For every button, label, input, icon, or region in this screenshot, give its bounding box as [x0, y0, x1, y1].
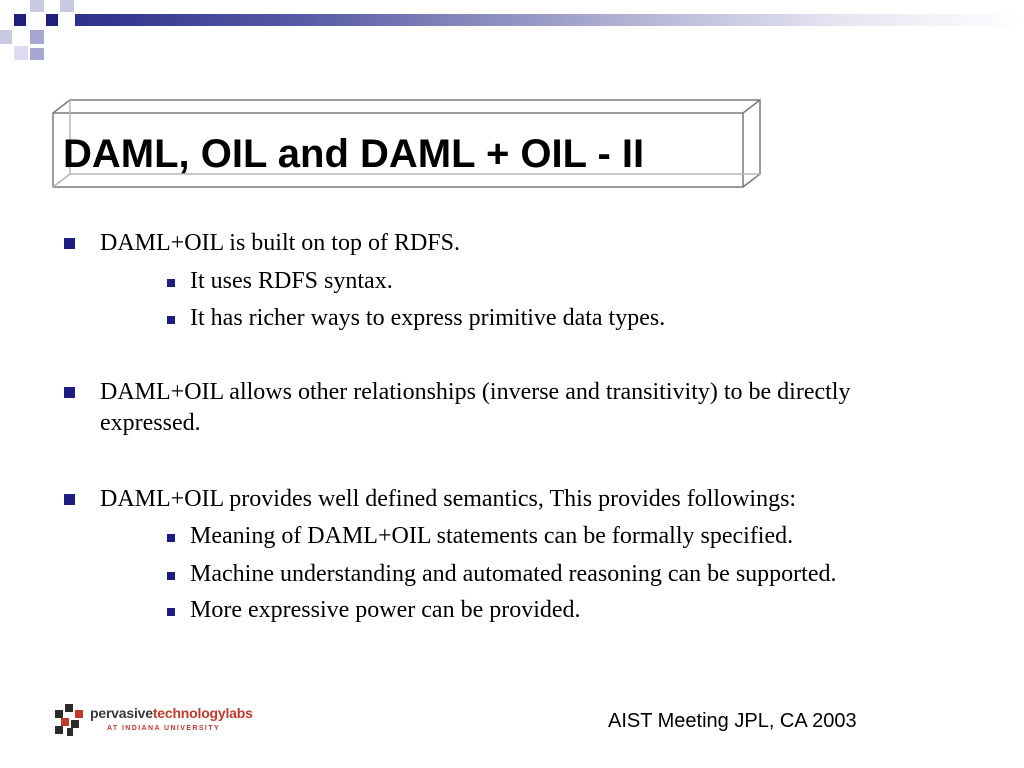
decor-square [14, 46, 28, 60]
sub-bullet-square-icon [167, 608, 175, 616]
sub-bullet-text: Meaning of DAML+OIL statements can be formally specified. [190, 523, 794, 549]
decor-square [30, 30, 44, 44]
logo-wordmark [90, 704, 253, 722]
logo-word-part2: technologylabs [152, 705, 253, 721]
sub-bullet-square-icon [167, 534, 175, 542]
pervasive-technology-labs-logo [55, 704, 253, 738]
decor-square [0, 30, 12, 44]
sub-bullet-text: It has richer ways to express primitive data types. [190, 305, 666, 331]
logo-subtitle: AT INDIANA UNIVERSITY [107, 725, 221, 732]
decor-square [46, 14, 58, 26]
sub-bullet-item [190, 521, 990, 552]
header-gradient-bar [75, 14, 1024, 26]
sub-bullet-square-icon [167, 279, 175, 287]
sub-bullet-square-icon [167, 316, 175, 324]
sub-bullet-text: More expressive power can be provided. [190, 597, 581, 623]
logo-word-part1: pervasive [90, 705, 153, 721]
bullet-square-icon [64, 238, 75, 249]
decor-square [14, 14, 26, 26]
sub-bullet-text: Machine understanding and automated reasoning can be supported. [190, 561, 837, 587]
bullet-item [100, 228, 980, 259]
sub-bullet-item [190, 266, 990, 297]
bullet-text: DAML+OIL allows other relationships (inverse and transitivity) to be directly expressed. [100, 379, 851, 436]
bullet-item [100, 377, 920, 439]
page-title: DAML, OIL and DAML + OIL - II [63, 132, 645, 176]
bullet-item [100, 484, 980, 515]
sub-bullet-item [190, 595, 990, 626]
bullet-text: DAML+OIL is built on top of RDFS. [100, 230, 460, 256]
decor-square [30, 0, 44, 12]
decor-square [60, 0, 74, 12]
sub-bullet-text: It uses RDFS syntax. [190, 268, 393, 294]
sub-bullet-square-icon [167, 572, 175, 580]
bullet-square-icon [64, 494, 75, 505]
logo-cube-icon [55, 704, 83, 736]
bullet-square-icon [64, 387, 75, 398]
decor-square [30, 48, 44, 60]
sub-bullet-item [190, 303, 990, 334]
sub-bullet-item [190, 559, 990, 590]
footer-text: AIST Meeting JPL, CA 2003 [608, 710, 857, 732]
bullet-text: DAML+OIL provides well defined semantics, This provides followings: [100, 486, 797, 512]
